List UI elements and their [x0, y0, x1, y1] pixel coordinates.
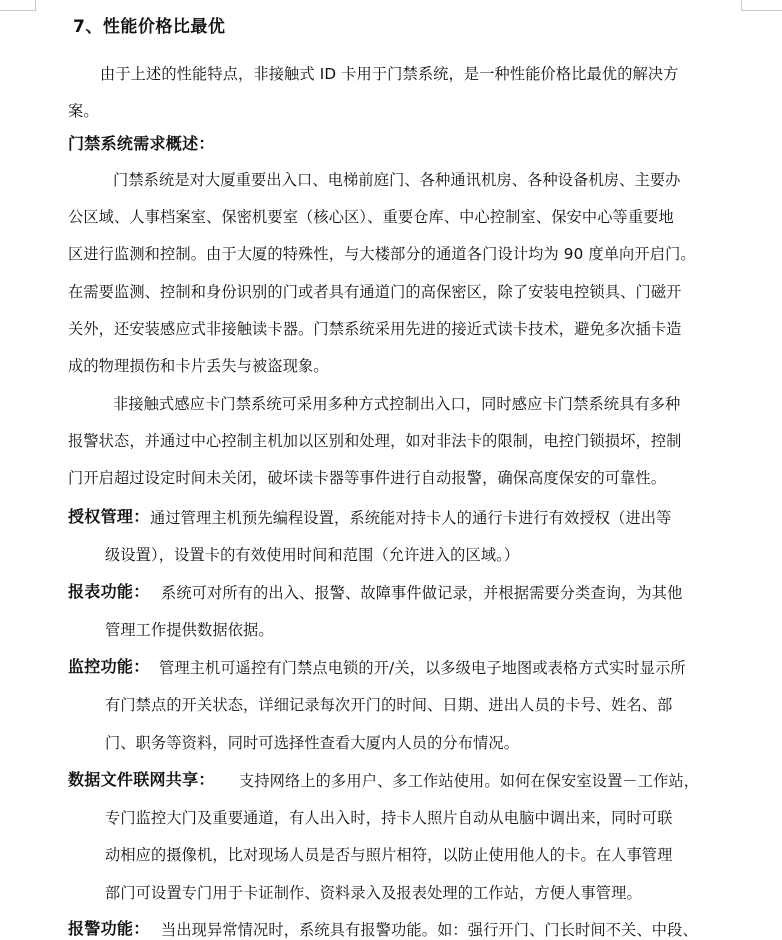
- overview-p1-line-6: 成的物理损伤和卡片丢失与被盗现象。: [68, 357, 329, 375]
- monitor-line-1: 管理主机可遥控有门禁点电锁的开/关，以多级电子地图或表格方式实时显示所: [159, 659, 686, 677]
- report-label: 报表功能：: [68, 582, 150, 601]
- alarm-line-1: 当出现异常情况时，系统具有报警功能。如：强行开门、门长时间不关、中段、: [161, 921, 698, 939]
- overview-p1-line-4: 在需要监测、控制和身份识别的门或者具有通道门的高保密区，除了安装电控锁具、门磁开: [68, 283, 682, 301]
- network-label: 数据文件联网共享：: [68, 770, 215, 789]
- overview-p1-line-1: 门禁系统是对大厦重要出入口、电梯前庭门、各种通讯机房、各种设备机房、主要办: [113, 171, 681, 189]
- overview-p2-line-2: 报警状态，并通过中心控制主机加以区别和处理，如对非法卡的限制，电控门锁损坏，控制: [68, 432, 682, 450]
- monitor-label: 监控功能：: [68, 657, 150, 676]
- auth-line-1: 通过管理主机预先编程设置，系统能对持卡人的通行卡进行有效授权（进出等: [150, 509, 672, 527]
- report-line-1: 系统可对所有的出入、报警、故障事件做记录，并根据需要分类查询，为其他: [161, 584, 683, 602]
- intro-line-1: 由于上述的性能特点，非接触式 ID 卡用于门禁系统，是一种性能价格比最优的解决方: [100, 65, 679, 83]
- auth-label: 授权管理：: [68, 507, 150, 526]
- network-line-1: 支持网络上的多用户、多工作站使用。如何在保安室设置－工作站，: [239, 772, 700, 790]
- monitor-line-2: 有门禁点的开关状态，详细记录每次开门的时间、日期、进出人员的卡号、姓名、部: [105, 696, 673, 714]
- alarm-label: 报警功能：: [68, 919, 150, 938]
- auth-line-2: 级设置），设置卡的有效使用时间和范围（允许进入的区域。）: [105, 546, 520, 564]
- network-line-4: 部门可设置专门用于卡证制作、资料录入及报表处理的工作站，方便人事管理。: [105, 884, 642, 902]
- overview-heading: 门禁系统需求概述：: [68, 134, 215, 153]
- section-title: 7、性能价格比最优: [73, 17, 226, 37]
- network-line-2: 专门监控大门及重要通道，有人出入时，持卡人照片自动从电脑中调出来，同时可联: [105, 809, 673, 827]
- monitor-line-3: 门、职务等资料，同时可选择性查看大厦内人员的分布情况。: [105, 734, 520, 752]
- overview-p1-line-3: 区进行监测和控制。由于大厦的特殊性，与大楼部分的通道各门设计均为 90 度单向开启门。: [68, 245, 696, 263]
- overview-p1-line-5: 关外，还安装感应式非接触读卡器。门禁系统采用先进的接近式读卡技术，避免多次插卡造: [68, 320, 682, 338]
- intro-line-2: 案。: [68, 102, 99, 120]
- report-line-2: 管理工作提供数据依据。: [105, 621, 274, 639]
- overview-p2-line-1: 非接触式感应卡门禁系统可采用多种方式控制出入口，同时感应卡门禁系统具有多种: [113, 395, 681, 413]
- overview-p1-line-2: 公区域、人事档案室、保密机要室（核心区）、重要仓库、中心控制室、保安中心等重要地: [68, 208, 674, 226]
- network-line-3: 动相应的摄像机，比对现场人员是否与照片相符，以防止使用他人的卡。在人事管理: [105, 846, 673, 864]
- overview-p2-line-3: 门开启超过设定时间未关闭，破坏读卡器等事件进行自动报警，确保高度保安的可靠性。: [68, 469, 667, 487]
